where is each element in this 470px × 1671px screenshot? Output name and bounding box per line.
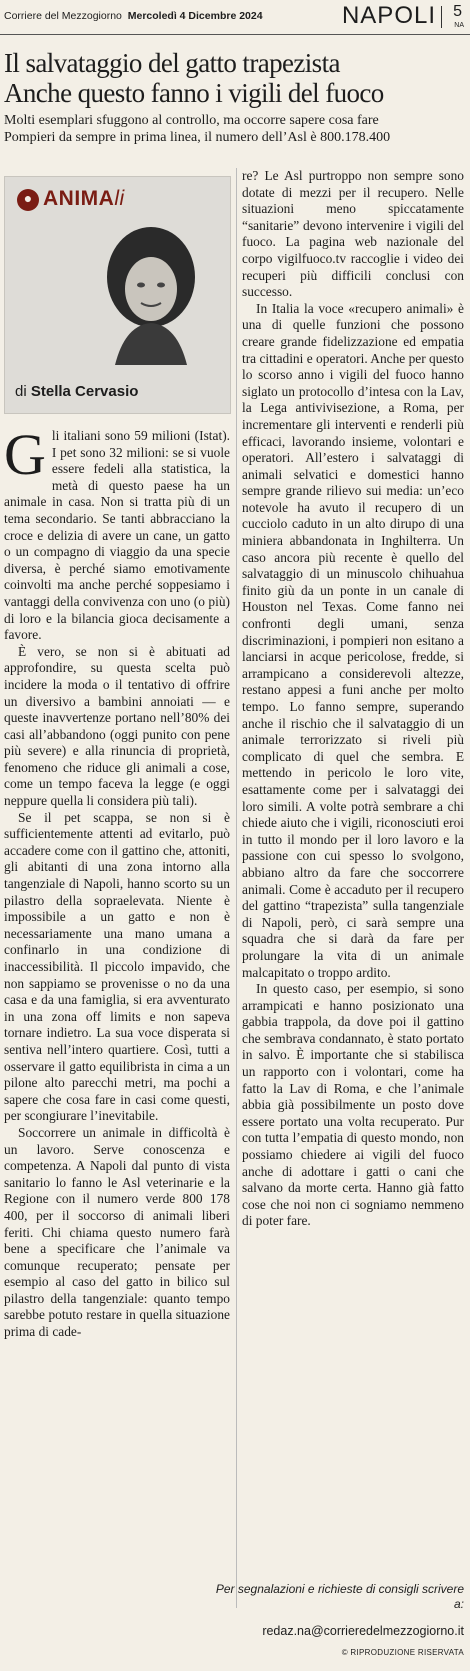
page-number: 5 bbox=[453, 3, 462, 20]
article-column-right bbox=[242, 168, 464, 1230]
edition-code: NA bbox=[454, 22, 464, 29]
column-rule bbox=[236, 168, 237, 1608]
headline-line-1: Il salvataggio del gatto trapezista bbox=[4, 48, 340, 78]
issue-date: Mercoledì 4 Dicembre 2024 bbox=[127, 10, 263, 22]
article-column-left bbox=[4, 422, 230, 1341]
column-logo bbox=[43, 187, 125, 211]
drop-cap: G bbox=[4, 422, 46, 487]
column-logo-prefix: ANIMA bbox=[43, 187, 115, 210]
paw-icon: ● bbox=[17, 189, 39, 211]
subhead-line-1: Molti esemplari sfuggono al controllo, ma occorre sapere cosa fare bbox=[4, 113, 379, 128]
article-paragraph: In Italia la voce «recupero animali» è una di quelle funzioni che possono creare grande fidelizzazione ed empatia tra cittadini e operatori. Anche per questo lo scorso anno i vigili del fuoco hanno siglato un protocollo d’intesa con la Lav, la Lega antivivisezione, a Roma, per incrementare gli interventi e renderli più efficaci, lavorando insieme, volontari e operatori. All’estero i salvataggi di animali selvatici e domestici hanno sempre grande rilievo sui media: un’eco notevole ha avuto il recupero di un cucciolo caduto in un alto dirupo di una miniera abbandonata in Inghilterra. Un caso ancora più recente è quello del salvataggio di un minuscolo chihuahua finito giù da un ponte in un canale di Houston nel Texas. Come fanno nei confronti degli umani, senza discriminazioni, i pompieri non esitano a lanciarsi in acque pericolose, fredde, si arrampicano a considerevoli altezze, restano appesi a funi anche per molto tempo. Lo fanno sempre, superando anche il rischio che il salvataggio di un animale terrorizzato si riveli più complicato di quel che sembra. E mettendo in pericolo le loro vite, esattamente come per i salvataggi dei loro simili. A volte potrà sembrare a chi chiede aiuto che i vigili, riconosciuti eroi in tutto il mondo per il loro lavoro e la passione con cui spesso lo svolgono, abbiano altro da fare che soccorrere animali. Come è accaduto per il recupero del gattino “trapezista” sulla tangenziale di Napoli, però, ci sarà sempre una squadra che si darà da fare per prolungare la vita di un animale malcapitato o troppo ardito. bbox=[242, 300, 464, 980]
masthead-divider bbox=[441, 6, 442, 28]
contact-email[interactable]: redaz.na@corrieredelmezzogiorno.it bbox=[262, 1624, 464, 1638]
headline bbox=[4, 48, 470, 108]
paper-name: Corriere del Mezzogiorno bbox=[4, 10, 122, 22]
paragraph-text: li italiani sono 59 milioni (Istat). I pet sono 32 milioni: se si vuole essere fedeli alla statistica, la metà di questo paese ha un animale in casa. Non si tratta più di un tema secondario. Se tanti abbracciano la croce e delizia di avere un cane, un gatto o un compagno di viaggio da una specie diversa, è perché siamo emotivamente coinvolti ma anche perché soppesiamo i vantaggi della convivenza con uno (o più) di loro e la bilancia gioca decisamente a favore. bbox=[4, 428, 230, 643]
column-logo-suffix: li bbox=[114, 187, 125, 210]
article-paragraph: re? Le Asl purtroppo non sempre sono dotate di mezzi per il recupero. Nelle situazioni meno spiccatamente “sanitarie” devono intervenire i vigili del fuoco. La pagina web nazionale del corpo vigilfuoco.tv raccoglie i video dei recuperi più difficili conclusi con successo. bbox=[242, 168, 464, 300]
article-paragraph: Se il pet scappa, se non si è sufficientemente attenti ad evitarlo, può accadere come con il gattino che, attoniti, gli abitanti di una zona intorno alla tangenziale di Napoli, hanno scorto su un pilastro della sopraelevata. Niente è impossibile a un gatto e non è necessariamente una mano umana a confinarlo in una condizione di inaccessibilità. Il piccolo impavido, che non sappiamo se provenisse o no da una casa e da una famiglia, si era avventurato in una zona off limits e non sapeva tornare indietro. La sua voce disperata si sentiva nell’intero quartiere. Così, tutti a osservare il gatto equilibrista in cima a un pilone alto parecchi metri, ma pochi a sapere che cosa fare in casi come questi, per scongiurare l’inevitabile. bbox=[4, 809, 230, 1124]
article-paragraph: In questo caso, per esempio, si sono arrampicati e hanno posizionato una gabbia trappola, da dove poi il gattino che sembrava condannato, è stato portato in salvo. È importante che si stabilisca un rapporto con i volontari, come ha fatto la Lav di Roma, e che l’animale abbia già possibilmente un posto dove essere portato una volta recuperato. Pur con tutta l’empatia di questo mondo, non possiamo chiedere ai vigili del fuoco anche di adottare i gatti o cani che salvano da morte certa. Hanno già fatto cose che noi non ci sogniamo nemmeno di poter fare. bbox=[242, 981, 464, 1229]
article-paragraph bbox=[4, 422, 230, 644]
contact-note: Per segnalazioni e richieste di consigli scrivere a: bbox=[215, 1582, 464, 1611]
section-city: NAPOLI bbox=[341, 2, 436, 29]
copyright-notice: © RIPRODUZIONE RISERVATA bbox=[341, 1648, 464, 1657]
author-name: Stella Cervasio bbox=[30, 383, 139, 400]
byline bbox=[15, 383, 138, 400]
headline-line-2: Anche questo fanno i vigili del fuoco bbox=[4, 78, 384, 108]
author-photo bbox=[95, 217, 207, 365]
article-paragraph: È vero, se non si è abituati ad approfondire, su questa scelta può incidere la moda o il tentativo di offrire un diversivo a bambini annoiati — e queste inavvertenze portano nell’80% dei casi all’abbandono (oggi punito con pene più severe) e alla rinuncia di proprietà, fenomeno che riduce gli animali a cose, come un tempo faceva la legge (e oggi neppure quella li considera più tali). bbox=[4, 643, 230, 809]
byline-prefix: di bbox=[15, 383, 27, 400]
subhead-line-2: Pompieri da sempre in prima linea, il numero dell’Asl è 800.178.400 bbox=[4, 130, 391, 145]
article-paragraph: Soccorrere un animale in difficoltà è un lavoro. Serve conoscenza e competenza. A Napoli dal punto di vista sanitario lo fanno le Asl veterinarie e la Regione con il numero verde 800 178 400, per il soccorso di animali liberi feriti. Chi chiama questo numero farà bene a specificare che l’animale va comunque recuperato; pensate per esempio al caso del gatto in bilico sul pilastro della tangenziale: quanto tempo sarebbe potuto restare in quella situazione prima di cade- bbox=[4, 1124, 230, 1340]
masthead-paper-date bbox=[4, 10, 263, 22]
subheadline bbox=[4, 112, 470, 146]
column-author-box bbox=[4, 176, 231, 414]
masthead bbox=[0, 0, 470, 35]
